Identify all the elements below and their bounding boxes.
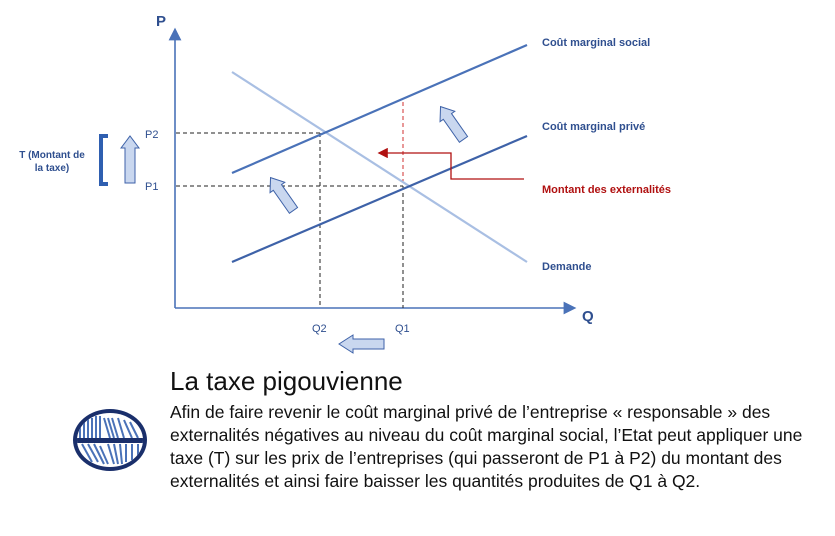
page-title: La taxe pigouvienne	[170, 366, 403, 396]
shift-arrow-upper	[433, 101, 471, 144]
social-cost-label: Coût marginal social	[542, 37, 651, 49]
private-cost-label: Coût marginal privé	[542, 121, 646, 133]
externalities-label: Montant des externalités	[542, 184, 671, 196]
y-axis-label: P	[156, 13, 167, 30]
tax-label-line1: T (Montant de	[19, 150, 85, 161]
demand-label: Demande	[542, 261, 592, 273]
price-up-arrow	[121, 136, 139, 183]
demand-curve	[232, 72, 527, 262]
q2-label: Q2	[312, 323, 327, 335]
shift-arrow-lower	[263, 172, 301, 215]
externalities-connector	[380, 153, 524, 179]
description-paragraph: Afin de faire revenir le coût marginal privé de l’entreprise « responsable » des externalités négatives au niveau du coût marginal social, l’Etat peut appliquer une taxe (T) sur les prix de l’entreprises (qui passeront de P1 à P2) du montant des externalités et ainsi faire baisser les quantités produites de Q1 à Q2.	[170, 402, 803, 491]
p2-label: P2	[145, 129, 159, 141]
q1-label: Q1	[395, 323, 410, 335]
striped-oval-logo-icon	[70, 406, 150, 474]
quantity-down-arrow	[339, 335, 384, 353]
tax-bracket	[101, 136, 108, 184]
x-axis-label: Q	[582, 308, 594, 325]
p1-label: P1	[145, 181, 159, 193]
tax-label-line2: la taxe)	[34, 163, 70, 174]
